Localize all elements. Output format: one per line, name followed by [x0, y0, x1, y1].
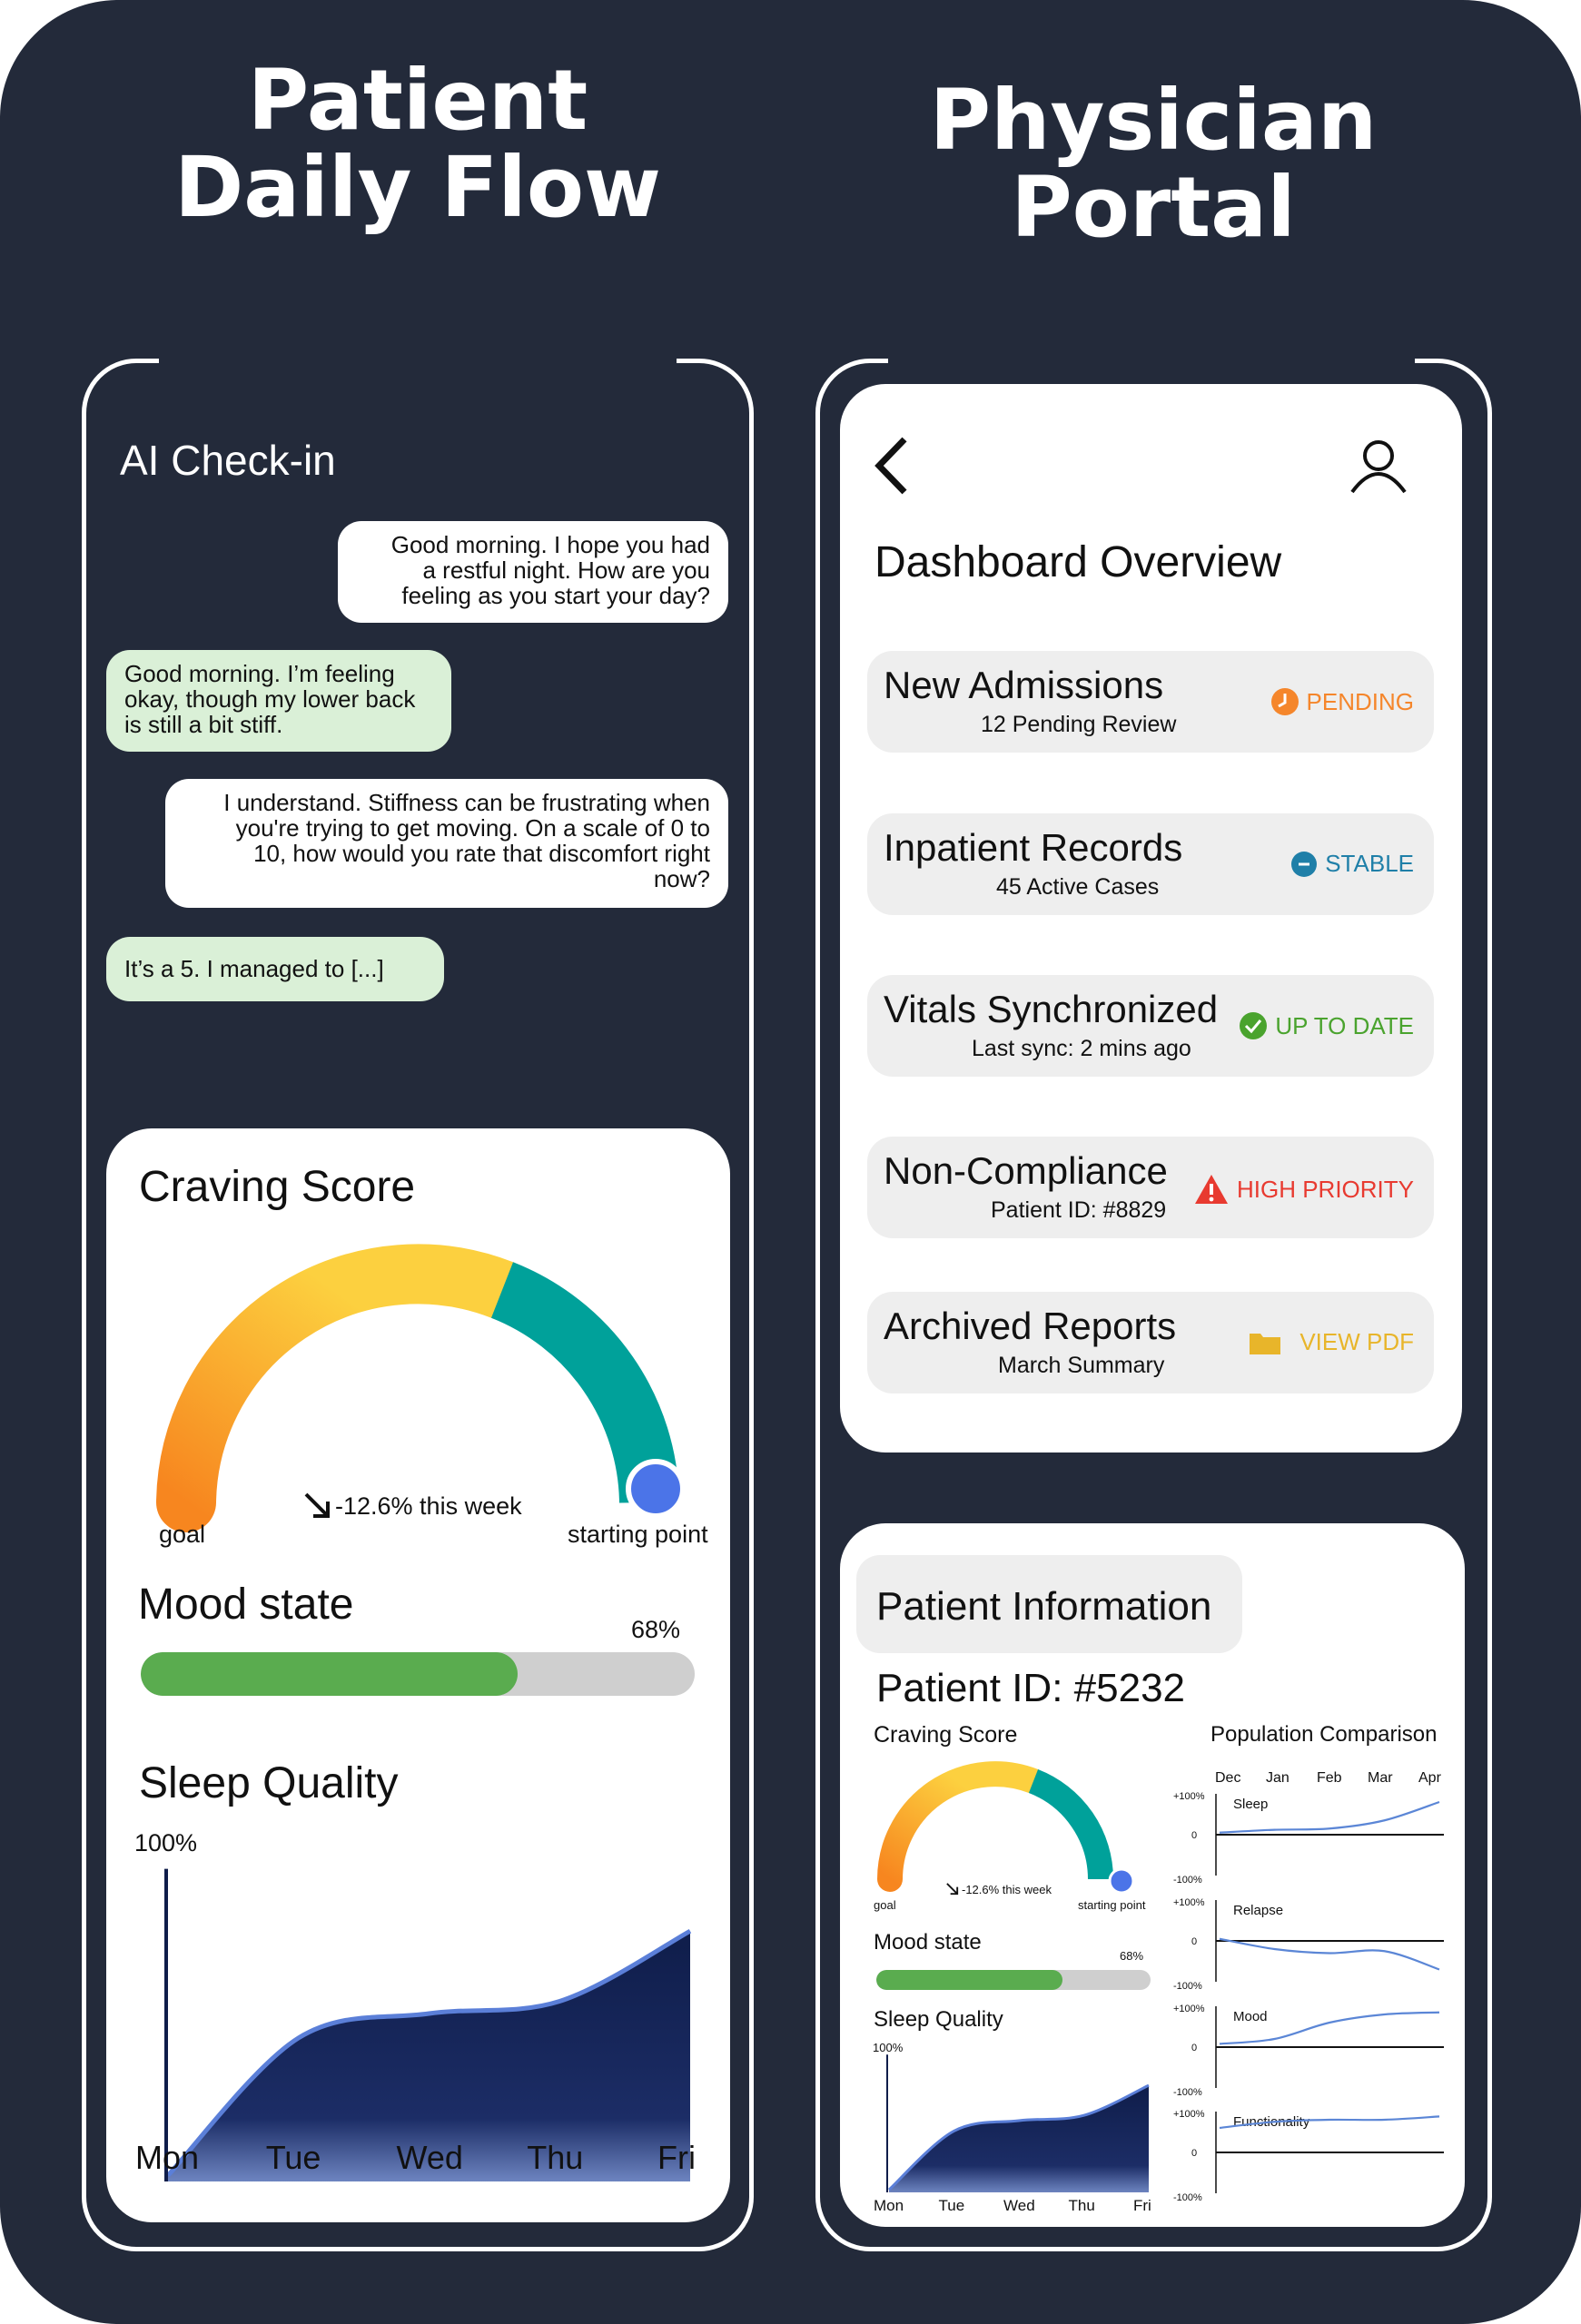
- warning-icon: [1193, 1173, 1230, 1206]
- chat-title: AI Check-in: [120, 437, 336, 484]
- tab-patient-information-label: Patient Information: [876, 1584, 1212, 1629]
- sleep-title: Sleep Quality: [139, 1759, 399, 1807]
- gauge-goal-label: goal: [159, 1521, 206, 1548]
- mini-sleep-chart: [874, 2053, 1155, 2194]
- craving-change: [302, 1491, 522, 1521]
- status-badge: [1270, 687, 1414, 716]
- dashboard-row-subtitle: March Summary: [998, 1353, 1165, 1378]
- population-series-label: Relapse: [1233, 1903, 1284, 1918]
- sleep-x-tick: Thu: [1068, 2197, 1095, 2214]
- mood-value: 68%: [631, 1616, 681, 1643]
- physician-portal-title: Physician Portal: [929, 72, 1378, 256]
- dashboard-row-title: Non-Compliance: [884, 1149, 1168, 1192]
- status-text: VIEW PDF: [1299, 1328, 1414, 1355]
- chat-bubble-ai: I understand. Stiffness can be frustrating when you're trying to get moving. On a scale of 0 to 10, how would you rate that discomfort right now?: [165, 779, 728, 908]
- population-axis-label: +100%: [1173, 2109, 1205, 2120]
- population-axis-label: +100%: [1173, 1791, 1205, 1802]
- mood-bar: [141, 1652, 695, 1696]
- dashboard-row-title: Inpatient Records: [884, 826, 1183, 869]
- population-month-tick: Apr: [1418, 1770, 1441, 1786]
- craving-title: Craving Score: [139, 1163, 416, 1211]
- status-badge: [1239, 1011, 1414, 1040]
- mini-mood-bar: [876, 1970, 1151, 1990]
- dashboard-row-subtitle: 12 Pending Review: [981, 712, 1177, 737]
- dashboard-row-inpatient-records[interactable]: [867, 813, 1434, 915]
- sleep-x-tick: Tue: [265, 2139, 321, 2176]
- status-text: STABLE: [1325, 850, 1414, 877]
- population-title: Population Comparison: [1210, 1722, 1438, 1747]
- status-text: PENDING: [1306, 687, 1414, 715]
- clock-icon: [1270, 687, 1299, 716]
- mini-mood-title: Mood state: [874, 1930, 982, 1955]
- check-circle-icon: [1239, 1011, 1268, 1040]
- population-axis-label: 0: [1191, 1830, 1198, 1841]
- mini-mood-bar-fill: [876, 1970, 1062, 1990]
- population-series-label: Mood: [1233, 2009, 1268, 2024]
- population-series-label: Sleep: [1233, 1797, 1269, 1812]
- mini-sleep-y-label: 100%: [873, 2041, 904, 2054]
- patient-flow-title: Patient Daily Flow: [173, 52, 662, 236]
- craving-change-text: -12.6% this week: [335, 1492, 522, 1520]
- sleep-x-tick: Wed: [396, 2139, 463, 2176]
- physician-phone-notch: [888, 354, 1415, 367]
- dashboard-row-subtitle: Last sync: 2 mins ago: [972, 1036, 1191, 1061]
- status-badge: [1193, 1173, 1414, 1206]
- back-chevron-icon[interactable]: [872, 434, 912, 497]
- mini-gauge-start-label: starting point: [1078, 1898, 1146, 1912]
- sleep-x-tick: Mon: [135, 2139, 200, 2176]
- mini-sleep-title: Sleep Quality: [874, 2007, 1003, 2032]
- mini-gauge-goal-label: goal: [874, 1898, 896, 1912]
- sleep-chart: [136, 1856, 708, 2183]
- population-month-tick: Dec: [1215, 1770, 1241, 1786]
- dashboard-row-new-admissions[interactable]: [867, 651, 1434, 753]
- chat-bubble-user: Good morning. I’m feeling okay, though my lower back is still a bit stiff.: [106, 650, 451, 752]
- dashboard-row-subtitle: 45 Active Cases: [996, 874, 1160, 900]
- mini-craving-change: [945, 1882, 1052, 1896]
- sleep-x-tick: Wed: [1003, 2197, 1035, 2214]
- dashboard-row-non-compliance[interactable]: [867, 1137, 1434, 1238]
- dashboard-row-subtitle: Patient ID: #8829: [991, 1197, 1167, 1223]
- sleep-x-tick: Mon: [874, 2197, 904, 2214]
- dashboard-row-title: Archived Reports: [884, 1305, 1177, 1347]
- sleep-x-tick: Fri: [1133, 2197, 1151, 2214]
- mood-title: Mood state: [138, 1581, 354, 1629]
- dashboard-row-title: New Admissions: [884, 664, 1164, 706]
- population-chart: [1167, 1759, 1448, 2213]
- population-series-label: Functionality: [1233, 2114, 1310, 2130]
- minus-circle-icon: [1290, 851, 1318, 878]
- status-badge: [1290, 850, 1414, 878]
- mini-gauge-marker: [1110, 1869, 1133, 1893]
- mini-craving-title: Craving Score: [874, 1722, 1018, 1748]
- chat-bubble-user: It’s a 5. I managed to [...]: [106, 937, 444, 1001]
- status-text: UP TO DATE: [1275, 1011, 1414, 1039]
- sleep-x-tick: Tue: [938, 2197, 965, 2214]
- population-series-line: [1220, 1939, 1439, 1970]
- dashboard-row-archived-reports[interactable]: [867, 1292, 1434, 1393]
- status-badge: [1249, 1328, 1414, 1356]
- population-axis-label: +100%: [1173, 2004, 1205, 2014]
- sleep-x-tick: Fri: [657, 2139, 696, 2176]
- population-axis-label: 0: [1191, 2043, 1198, 2053]
- gauge-start-label: starting point: [568, 1521, 708, 1548]
- patient-phone-notch: [159, 354, 677, 367]
- patient-id: Patient ID: #5232: [876, 1666, 1186, 1710]
- mini-gauge-warm-arc: [890, 1774, 1033, 1879]
- tab-patient-information[interactable]: [856, 1555, 1242, 1653]
- population-axis-label: -100%: [1173, 2087, 1202, 2098]
- population-axis-label: -100%: [1173, 1981, 1202, 1992]
- mini-gauge-teal-arc: [1033, 1781, 1101, 1879]
- dashboard-row-vitals-synchronized[interactable]: [867, 975, 1434, 1077]
- mini-mood-value: 68%: [1120, 1949, 1144, 1963]
- population-month-tick: Feb: [1317, 1770, 1342, 1786]
- mood-bar-fill: [141, 1652, 518, 1696]
- arrow-down-right-icon: [945, 1882, 960, 1896]
- population-axis-label: -100%: [1173, 2192, 1202, 2203]
- sleep-y-label: 100%: [134, 1829, 198, 1856]
- population-axis-label: 0: [1191, 1936, 1198, 1947]
- population-axis-label: 0: [1191, 2148, 1198, 2159]
- mini-craving-change-text: -12.6% this week: [962, 1882, 1052, 1896]
- sleep-x-tick: Thu: [527, 2139, 584, 2176]
- population-axis-label: +100%: [1173, 1897, 1205, 1908]
- population-month-tick: Jan: [1266, 1770, 1290, 1786]
- population-month-tick: Mar: [1368, 1770, 1393, 1786]
- gauge-teal-arc: [502, 1290, 649, 1502]
- user-profile-icon[interactable]: [1349, 436, 1408, 496]
- folder-icon: [1249, 1330, 1281, 1355]
- sleep-area: [889, 2085, 1149, 2192]
- gauge-marker: [628, 1462, 683, 1516]
- dashboard-row-title: Vitals Synchronized: [884, 988, 1219, 1030]
- arrow-down-right-icon: [302, 1491, 333, 1521]
- gauge-warm-arc: [186, 1274, 502, 1502]
- status-text: HIGH PRIORITY: [1236, 1175, 1414, 1203]
- population-axis-label: -100%: [1173, 1875, 1202, 1886]
- dashboard-title: Dashboard Overview: [874, 538, 1282, 586]
- chat-bubble-ai: Good morning. I hope you had a restful night. How are you feeling as you start your day?: [338, 521, 728, 623]
